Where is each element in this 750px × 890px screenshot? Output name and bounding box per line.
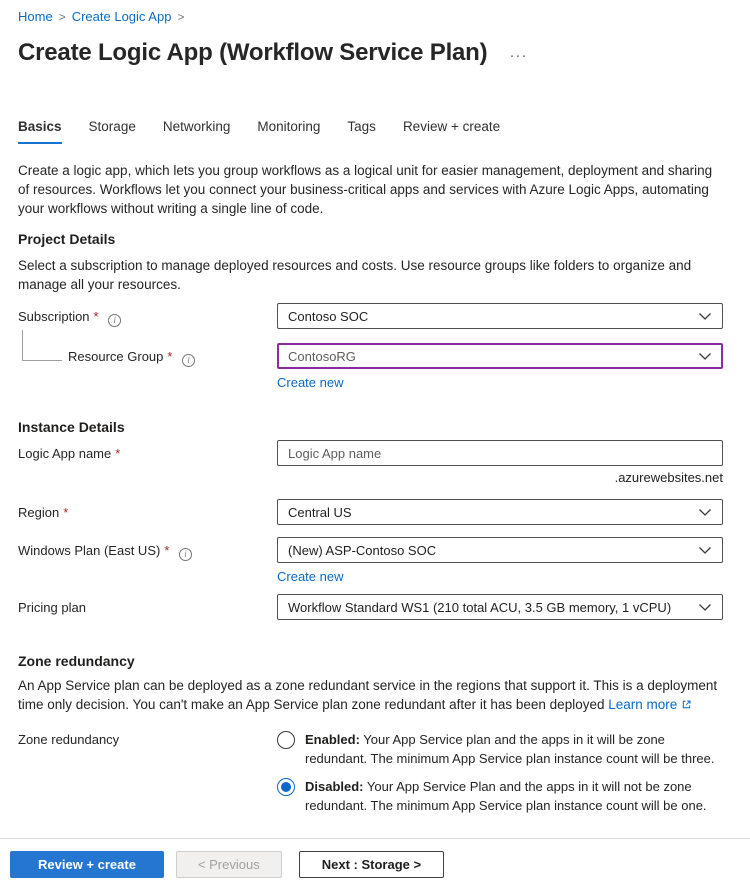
zone-redundancy-heading: Zone redundancy: [18, 653, 135, 669]
resource-group-connector-line: [22, 330, 62, 361]
review-create-button[interactable]: Review + create: [10, 851, 164, 878]
subscription-label-text: Subscription: [18, 309, 90, 324]
windows-plan-label-text: Windows Plan (East US): [18, 543, 161, 558]
learn-more-text: Learn more: [608, 697, 678, 712]
more-options-icon[interactable]: ···: [509, 46, 528, 64]
zone-redundancy-label: [18, 730, 277, 748]
pricing-plan-row: [18, 594, 723, 620]
disabled-option-bold: Disabled:: [305, 779, 364, 794]
subscription-row: [18, 303, 723, 329]
zone-redundancy-description-text: An App Service plan can be deployed as a zone redundant service in the regions that support it. This is a deployment time only decision. You can't make an App Service plan zone redundant after it has been deployed: [18, 678, 718, 712]
breadcrumb-create-logic-app-link[interactable]: Create Logic App: [71, 9, 172, 24]
windows-plan-dropdown[interactable]: [277, 537, 723, 563]
logic-app-name-label-text: Logic App name: [18, 446, 112, 461]
page-title: Create Logic App (Workflow Service Plan): [18, 39, 488, 66]
required-asterisk: *: [164, 543, 170, 558]
zone-redundancy-label-text: Zone redundancy: [18, 732, 120, 747]
region-value: Central US: [288, 504, 352, 520]
resource-group-label-text: Resource Group: [68, 349, 164, 364]
radio-unselected-icon: [277, 731, 295, 749]
subscription-label: [18, 303, 277, 327]
breadcrumb-separator: >: [58, 10, 66, 24]
resource-group-dropdown[interactable]: [277, 343, 723, 369]
instance-details-heading: Instance Details: [18, 419, 125, 435]
required-asterisk: *: [93, 309, 99, 324]
learn-more-link[interactable]: [608, 697, 692, 712]
next-storage-button[interactable]: Next : Storage >: [299, 851, 444, 878]
tab-review-create[interactable]: Review + create: [402, 119, 501, 134]
subscription-value: Contoso SOC: [288, 308, 369, 324]
chevron-down-icon: [698, 601, 712, 613]
intro-text: Create a logic app, which lets you group workflows as a logical unit for easier management, deployment and sharing of resources. Workflows let you connect your business-critical apps and services with Azure Logic Apps, automating your workflows without writing a single line of code.: [18, 163, 713, 216]
disabled-option-text: [305, 777, 723, 815]
external-link-icon: [681, 699, 692, 710]
pricing-plan-label-text: Pricing plan: [18, 600, 86, 615]
logic-app-name-row: [18, 440, 723, 487]
required-asterisk: *: [115, 446, 121, 461]
chevron-down-icon: [698, 506, 712, 518]
zone-redundancy-description: [18, 676, 723, 714]
zone-redundancy-enabled-radio[interactable]: [277, 730, 723, 768]
info-icon[interactable]: i: [182, 354, 195, 367]
chevron-down-icon: [698, 350, 712, 362]
subscription-dropdown[interactable]: [277, 303, 723, 329]
radio-selected-icon: [277, 778, 295, 796]
zone-redundancy-row: [18, 730, 723, 824]
wizard-footer: [0, 838, 750, 890]
project-details-heading: Project Details: [18, 231, 116, 247]
logic-app-name-label: [18, 440, 277, 462]
breadcrumb-separator: >: [177, 10, 185, 24]
pricing-plan-label: [18, 594, 277, 616]
breadcrumb: [18, 8, 723, 26]
chevron-down-icon: [698, 310, 712, 322]
tab-tags[interactable]: Tags: [347, 119, 376, 134]
logic-app-name-input[interactable]: [277, 440, 723, 466]
tab-monitoring[interactable]: Monitoring: [257, 119, 321, 134]
title-row: [18, 38, 723, 68]
windows-plan-row: [18, 537, 723, 586]
resource-group-value: ContosoRG: [288, 348, 356, 364]
previous-button[interactable]: < Previous: [176, 851, 282, 878]
breadcrumb-home-link[interactable]: Home: [18, 9, 53, 24]
region-label-text: Region: [18, 505, 60, 520]
tab-basics[interactable]: Basics: [18, 118, 62, 144]
tab-storage[interactable]: Storage: [88, 119, 136, 134]
info-icon[interactable]: i: [108, 314, 121, 327]
windows-plan-create-new-link[interactable]: Create new: [277, 569, 344, 584]
disabled-option-desc: Your App Service Plan and the apps in it will not be zone redundant. The minimum App Service plan instance count will be one.: [305, 779, 707, 813]
wizard-tabs: [18, 118, 723, 144]
resource-group-row: [18, 343, 723, 392]
project-details-description: Select a subscription to manage deployed resources and costs. Use resource groups like folders to organize and manage all your resources.: [18, 258, 692, 292]
pricing-plan-dropdown[interactable]: [277, 594, 723, 620]
windows-plan-value: (New) ASP-Contoso SOC: [288, 542, 437, 558]
region-label: [18, 499, 277, 521]
region-dropdown[interactable]: [277, 499, 723, 525]
info-icon[interactable]: i: [179, 548, 192, 561]
domain-suffix: .azurewebsites.net: [614, 470, 723, 485]
enabled-option-text: [305, 730, 723, 768]
required-asterisk: *: [167, 349, 173, 364]
enabled-option-desc: Your App Service plan and the apps in it will be zone redundant. The minimum App Service plan instance count will be three.: [305, 732, 715, 766]
zone-redundancy-disabled-radio[interactable]: [277, 777, 723, 815]
tab-networking[interactable]: Networking: [162, 119, 231, 134]
windows-plan-label: [18, 537, 277, 561]
enabled-option-bold: Enabled:: [305, 732, 360, 747]
pricing-plan-value: Workflow Standard WS1 (210 total ACU, 3.5 GB memory, 1 vCPU): [288, 599, 672, 615]
chevron-down-icon: [698, 544, 712, 556]
resource-group-create-new-link[interactable]: Create new: [277, 375, 344, 390]
required-asterisk: *: [63, 505, 69, 520]
region-row: [18, 499, 723, 525]
